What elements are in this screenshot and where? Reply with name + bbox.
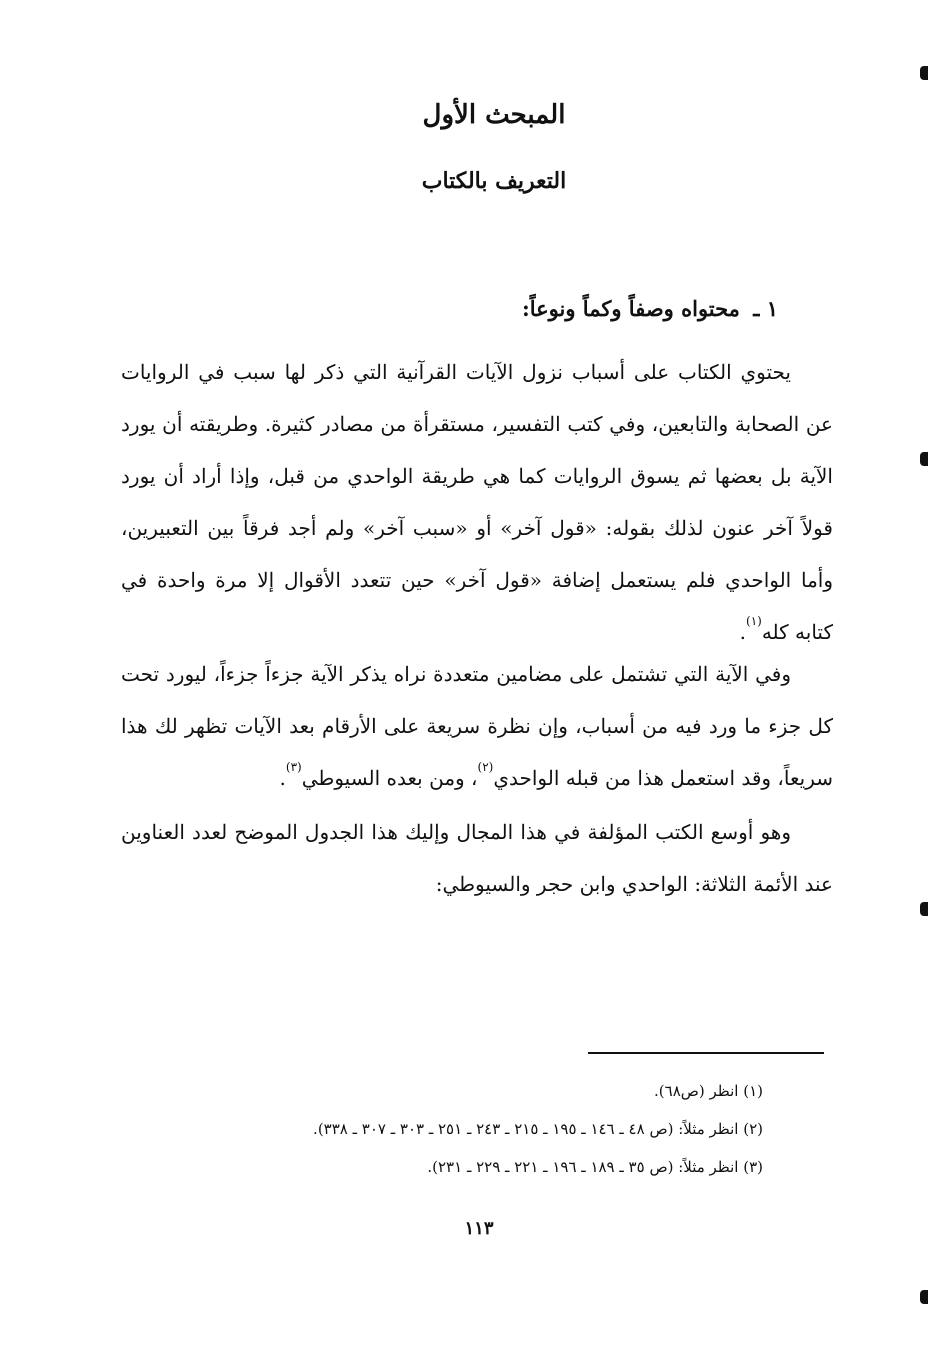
chapter-subtitle: التعريف بالكتاب xyxy=(421,168,567,194)
footnote-item: (٣) انظر مثلاً: (ص ٣٥ ـ ١٨٩ ـ ١٩٦ ـ ٢٢١ ـ ٢٢٩ ـ ٢٣١). xyxy=(427,1158,763,1176)
page-number: ١١٣ xyxy=(464,1218,494,1239)
page-edge-mark xyxy=(920,452,928,466)
paragraph-verse-parts xyxy=(121,648,833,804)
paragraph-text: يحتوي الكتاب على أسباب نزول الآيات القرآنية التي ذكر لها سبب في الروايات عن الصحابة والتابعين، وفي كتب التفسير، مستقرأة من مصادر كثيرة. وطريقته أن يورد الآية بل بعضها ثم يسوق الروايات كما هي طريقة الواحدي من قبل، وإذا أراد أن يورد قولاً آخر عنون لذلك بقوله: «قول آخر» أو «سبب آخر» ولم أجد فرقاً بين التعبيرين، وأما الواحدي فلم يستعمل إضافة «قول آخر» حين تتعدد الأقوال إلا مرة واحدة في كتابه كله xyxy=(121,360,833,644)
paragraph-table-intro xyxy=(121,806,833,910)
page-edge-mark xyxy=(920,66,928,80)
footnote-item: (٢) انظر مثلاً: (ص ٤٨ ـ ١٤٦ ـ ١٩٥ ـ ٢١٥ ـ ٢٤٣ ـ ٢٥١ ـ ٣٠٣ ـ ٣٠٧ ـ ٣٣٨). xyxy=(313,1120,763,1138)
footnote-marker: (١) xyxy=(746,614,762,628)
section-number: ١ ـ xyxy=(753,296,778,321)
paragraph-content-description xyxy=(121,346,833,658)
chapter-title: المبحث الأول xyxy=(422,100,566,130)
paragraph-end: . xyxy=(739,620,746,644)
section-heading xyxy=(522,296,778,321)
footnote-marker: (٣) xyxy=(285,760,302,774)
footnote-marker: (٢) xyxy=(477,760,494,774)
page-edge-mark xyxy=(920,902,928,916)
paragraph-text: ، ومن بعده السيوطي xyxy=(301,766,478,790)
section-title: محتواه وصفاً وكماً ونوعاً: xyxy=(521,296,740,321)
footnote-item: (١) انظر (ص٦٨). xyxy=(654,1082,763,1100)
page-edge-mark xyxy=(920,1290,928,1304)
footnote-separator xyxy=(588,1052,824,1054)
paragraph-text: وفي الآية التي تشتمل على مضامين متعددة نراه يذكر الآية جزءاً جزءاً، ليورد تحت كل جزء ما ورد فيه من أسباب، وإن نظرة سريعة على الأرقام بعد الآيات تظهر لك هذا سريعاً، وقد استعمل هذا من قبله الواحدي xyxy=(121,662,833,790)
footnotes-list xyxy=(143,1072,763,1186)
paragraph-end: . xyxy=(279,766,286,790)
paragraph-text: وهو أوسع الكتب المؤلفة في هذا المجال وإليك هذا الجدول الموضح لعدد العناوين عند الأئمة الثلاثة: الواحدي وابن حجر والسيوطي: xyxy=(121,820,833,896)
